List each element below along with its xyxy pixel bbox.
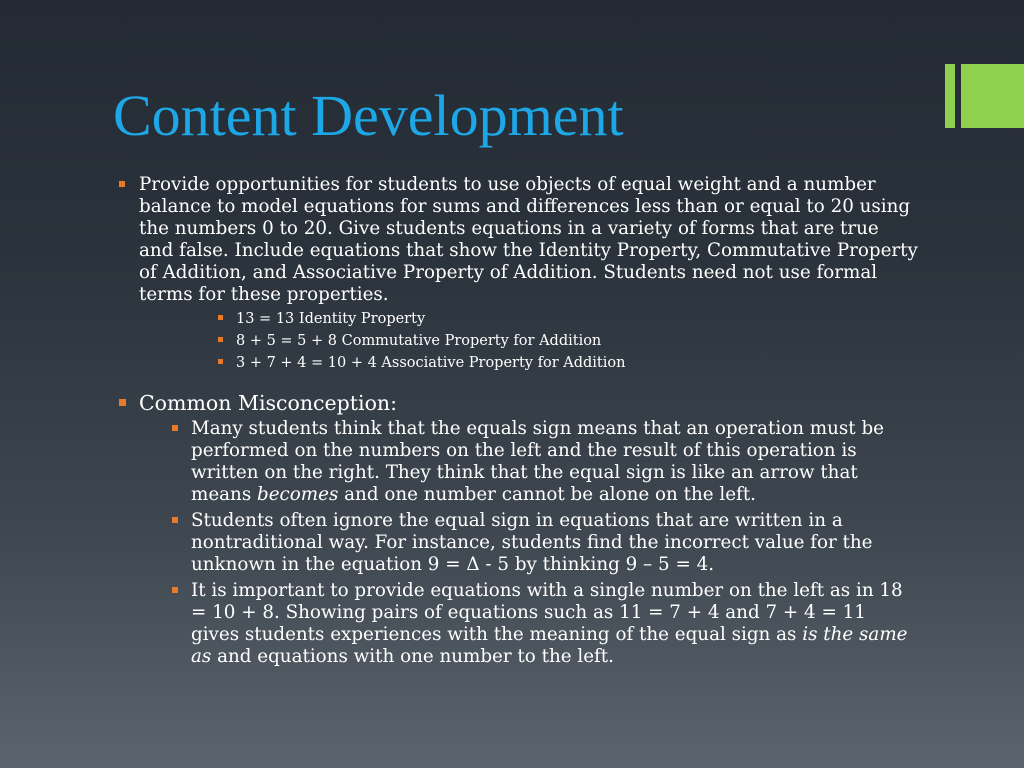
slide-content <box>118 174 918 668</box>
emphasis-text: becomes <box>257 484 339 505</box>
bullet-point-misconception <box>118 390 918 668</box>
bullet-text: Provide opportunities for students to use objects of equal weight and a number balance to model equations for sums and differences less than or equal to 20 using the numbers 0 to 20. Give students equations in a variety of forms that are true and false. Include equations that show the Identity Property, Commutative Property of Addition, and Associative Property of Addition. Students need not use formal terms for these properties. <box>139 174 918 305</box>
square-bullet-icon <box>218 337 223 342</box>
example-item <box>216 330 918 352</box>
misconception-item <box>170 580 918 668</box>
emphasis-text: is the same as <box>191 624 908 667</box>
square-bullet-icon <box>218 359 223 364</box>
misconception-item <box>170 510 918 576</box>
bullet-point-opportunities <box>118 174 918 374</box>
square-bullet-icon <box>119 181 125 187</box>
square-bullet-icon <box>172 587 178 593</box>
misconception-item <box>170 418 918 506</box>
misconception-text: Many students think that the equals sign means that an operation must be performed on the numbers on the left and the result of this operation is written on the right. They think that the equal sign is like an arrow that means becomes and one number cannot be alone on the left. <box>191 418 884 505</box>
example-item <box>216 352 918 374</box>
square-bullet-icon <box>218 315 223 320</box>
example-text: 8 + 5 = 5 + 8 Commutative Property for Addition <box>236 333 602 349</box>
square-bullet-icon <box>119 399 126 406</box>
slide-title: Content Development <box>113 83 624 148</box>
accent-bar-thin <box>945 64 955 128</box>
misconception-text: Students often ignore the equal sign in equations that are written in a nontraditional way. For instance, students find the incorrect value for the unknown in the equation 9 = Δ - 5 by thinking 9 – 5 = 4. <box>191 510 873 575</box>
square-bullet-icon <box>172 425 178 431</box>
misconception-heading: Common Misconception: <box>139 391 398 415</box>
misconception-list <box>139 418 918 668</box>
square-bullet-icon <box>172 517 178 523</box>
bullet-list <box>118 174 918 668</box>
example-item <box>216 308 918 330</box>
example-text: 13 = 13 Identity Property <box>236 311 426 327</box>
accent-bar-thick <box>961 64 1024 128</box>
examples-list <box>139 308 918 374</box>
misconception-text: It is important to provide equations with a single number on the left as in 18 = 10 + 8. Showing pairs of equations such as 11 = 7 + 4 and 7 + 4 = 11 gives students experiences with the meaning of the equal sign as is the same as and equations with one number to the left. <box>191 580 908 667</box>
example-text: 3 + 7 + 4 = 10 + 4 Associative Property for Addition <box>236 355 626 371</box>
